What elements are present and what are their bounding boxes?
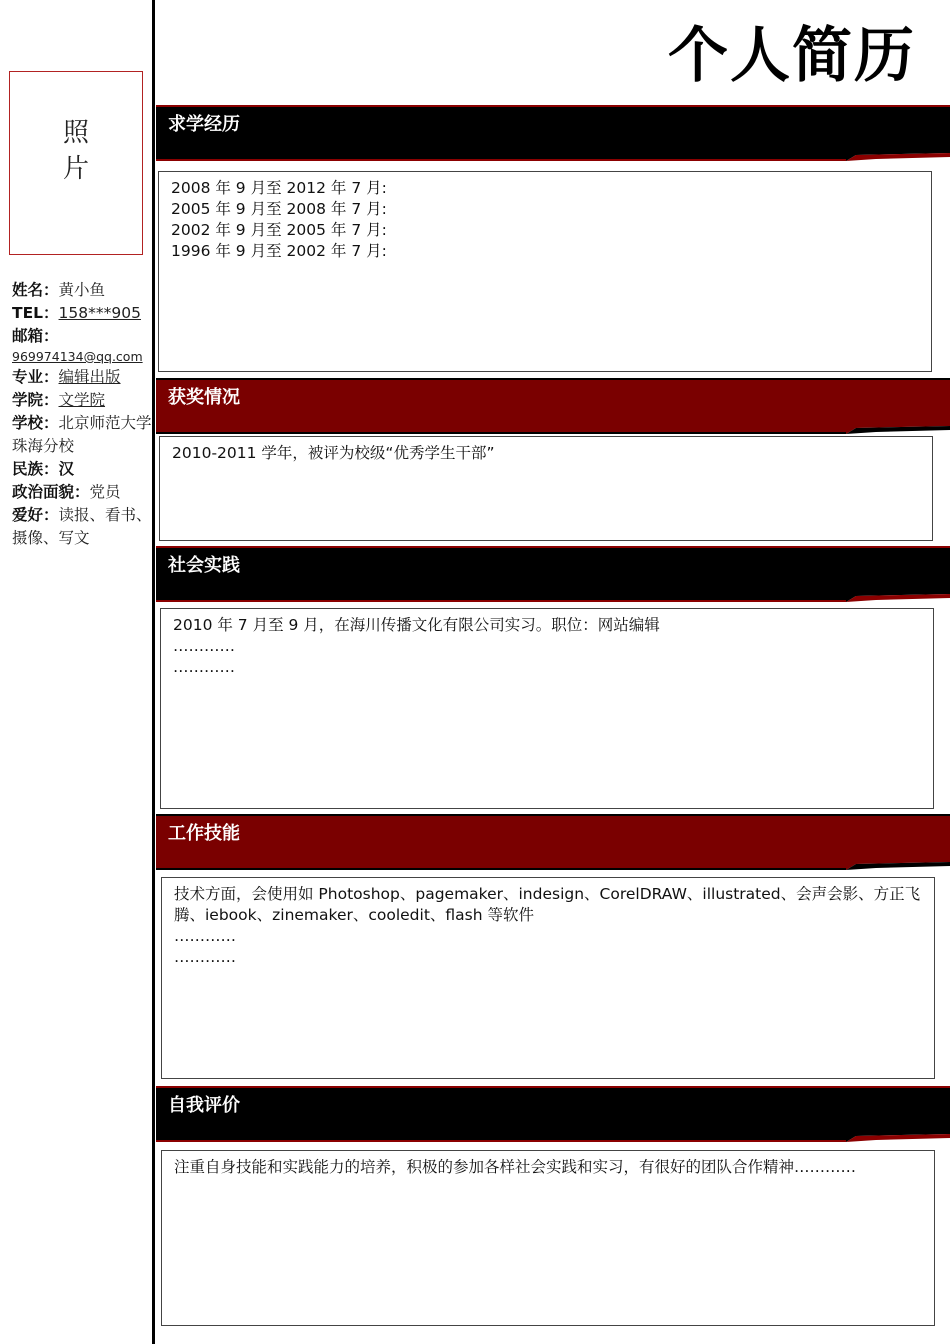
skills-line: …………: [174, 948, 236, 966]
political-value: 党员: [89, 483, 121, 501]
name-row: [12, 279, 152, 302]
section-header-skills: [156, 814, 950, 870]
education-line: 1996 年 9 月至 2002 年 7 月:: [171, 242, 387, 260]
photo-label-1: 照: [62, 118, 89, 148]
name-label: 姓名：: [12, 281, 59, 299]
college-value: 文学院: [58, 391, 106, 409]
sidebar-divider: [152, 0, 155, 1344]
section-header-bg: [156, 546, 950, 602]
education-box: [158, 171, 932, 372]
section-title: 工作技能: [168, 823, 240, 844]
email-value[interactable]: 969974134@qq.com: [12, 349, 143, 364]
tel-row: [12, 302, 152, 325]
photo-placeholder[interactable]: [9, 71, 143, 255]
section-header-practice: [156, 546, 950, 602]
section-header-bg: [156, 814, 950, 870]
section-title: 获奖情况: [168, 387, 240, 408]
name-value: 黄小鱼: [58, 281, 106, 299]
hobby-label: 爱好：: [12, 506, 59, 524]
section-title: 社会实践: [168, 555, 240, 576]
major-row: [12, 366, 152, 389]
section-title: 求学经历: [168, 114, 240, 135]
hobby-value: 读报、看书、摄像、写文: [12, 506, 152, 547]
education-line: 2002 年 9 月至 2005 年 7 月:: [171, 221, 387, 239]
skills-line: …………: [174, 927, 236, 945]
ethnic-row: [12, 458, 152, 481]
practice-box: [160, 608, 934, 809]
skills-box: [161, 877, 935, 1079]
hobby-row: [12, 504, 152, 550]
school-row: [12, 412, 152, 458]
major-label: 专业：: [12, 368, 59, 386]
email-row: [12, 325, 152, 348]
section-header-awards: [156, 378, 950, 434]
ethnic-value: 汉: [58, 460, 75, 478]
political-label: 政治面貌：: [12, 483, 90, 501]
section-header-bg: [156, 105, 950, 161]
education-line: 2008 年 9 月至 2012 年 7 月:: [171, 179, 387, 197]
political-row: [12, 481, 152, 504]
education-line: 2005 年 9 月至 2008 年 7 月:: [171, 200, 387, 218]
ethnic-label: 民族：: [12, 460, 59, 478]
major-value: 编辑出版: [58, 368, 121, 386]
tel-value[interactable]: 158***905: [58, 304, 141, 322]
awards-box: [159, 436, 933, 541]
photo-label-2: 片: [62, 154, 89, 184]
school-label: 学校：: [12, 414, 59, 432]
self-evaluation-line: 注重自身技能和实践能力的培养，积极的参加各样社会实践和实习，有很好的团队合作精神…………: [174, 1158, 857, 1176]
email-label: 邮箱：: [12, 327, 59, 345]
profile-panel: [12, 279, 152, 550]
college-label: 学院：: [12, 391, 59, 409]
self-evaluation-box: [161, 1150, 935, 1326]
section-title: 自我评价: [168, 1095, 240, 1116]
section-header-bg: [156, 378, 950, 434]
college-row: [12, 389, 152, 412]
practice-line: …………: [173, 658, 235, 676]
section-header-bg: [156, 1086, 950, 1142]
section-header-education: [156, 105, 950, 161]
tel-label: TEL：: [12, 304, 59, 322]
section-header-self-evaluation: [156, 1086, 950, 1142]
practice-line: 2010 年 7 月至 9 月，在海川传播文化有限公司实习。职位：网站编辑: [173, 616, 660, 634]
skills-line: 技术方面，会使用如 Photoshop、pagemaker、indesign、CorelDRAW、illustrated、会声会影、方正飞腾、iebook、zinemaker、cooledit、flash 等软件: [174, 885, 921, 924]
page-title: 个人简历: [668, 21, 916, 91]
practice-line: …………: [173, 637, 235, 655]
awards-line: 2010-2011 学年，被评为校级“优秀学生干部”: [172, 444, 495, 462]
school-value: 北京师范大学珠海分校: [12, 414, 152, 455]
